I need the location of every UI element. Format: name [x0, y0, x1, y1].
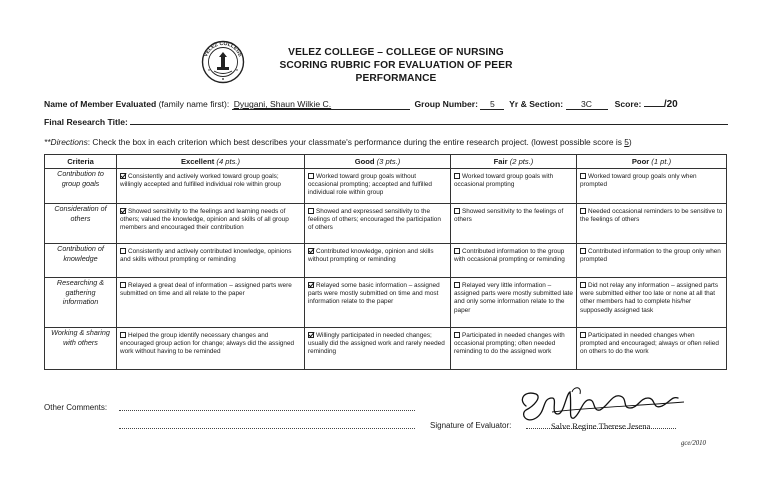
yr-section-value: 3C — [581, 99, 592, 109]
cell-description: Did not relay any information – assigned parts were submitted either too late or none at all that other members had to complete his/her supposedly assigned task — [580, 282, 719, 314]
checked-checkbox[interactable] — [308, 248, 314, 254]
checkbox[interactable] — [580, 332, 586, 338]
score-field[interactable] — [644, 106, 664, 107]
rubric-cell-good — [305, 328, 451, 370]
velez-college-seal-icon — [201, 40, 245, 84]
checkbox[interactable] — [120, 332, 126, 338]
rubric-row — [45, 169, 727, 204]
other-comments-label: Other Comments: — [44, 403, 108, 412]
signature-label: Signature of Evaluator: — [430, 421, 512, 430]
cell-description: Willingly participated in needed changes; usually did the assigned work and rarely needed reminding — [308, 332, 445, 356]
group-label: Group Number: — [414, 99, 478, 109]
research-title-line — [44, 117, 728, 127]
cell-description: Showed sensitivity to the feelings and learning needs of others; valued the knowledge, opinion and skills of all group members and encouraged their contribution — [120, 208, 289, 232]
rubric-cell-fair — [451, 169, 577, 204]
rubric-cell-good — [305, 278, 451, 328]
title-line-2: SCORING RUBRIC FOR EVALUATION OF PEER PERFORMANCE — [279, 60, 513, 84]
checked-checkbox[interactable] — [120, 173, 126, 179]
checkbox[interactable] — [580, 208, 586, 214]
cell-description: Contributed information to the group only when prompted — [580, 248, 721, 264]
research-title-label: Final Research Title: — [44, 117, 128, 127]
criterion-label: Consideration of others — [45, 204, 117, 244]
header-criteria: Criteria — [45, 155, 117, 169]
checkbox[interactable] — [454, 282, 460, 288]
rubric-cell-fair — [451, 278, 577, 328]
cell-description: Consistently and actively worked toward group goals; willingly accepted and fulfilled individual role within group — [120, 173, 281, 189]
seal-text: VELEZ COLLEGE — [202, 40, 244, 58]
cell-description: Participated in needed changes with occasional prompting; often needed reminding to do the assigned work — [454, 332, 565, 356]
cell-description: Worked toward group goals only when prompted — [580, 173, 697, 189]
rubric-row — [45, 278, 727, 328]
rubric-row — [45, 204, 727, 244]
rubric-cell-poor — [577, 278, 727, 328]
criterion-label: Working & sharing with others — [45, 328, 117, 370]
rubric-row — [45, 328, 727, 370]
research-title-field[interactable] — [130, 124, 728, 125]
rubric-cell-fair — [451, 244, 577, 278]
rubric-cell-excellent — [117, 204, 305, 244]
checked-checkbox[interactable] — [120, 208, 126, 214]
checked-checkbox[interactable] — [308, 332, 314, 338]
cell-description: Helped the group identify necessary changes and encouraged group action for change; always did the assigned work without having to be reminded — [120, 332, 295, 356]
checkbox[interactable] — [120, 282, 126, 288]
group-number-field[interactable] — [480, 99, 504, 110]
checkbox[interactable] — [454, 332, 460, 338]
checked-checkbox[interactable] — [308, 282, 314, 288]
cell-description: Contributed information to the group with occasional prompting or reminding — [454, 248, 565, 264]
cell-description: Relayed very little information – assigned parts were mostly submitted late and only some information relate to the paper — [454, 282, 573, 314]
checkbox[interactable] — [454, 208, 460, 214]
checkbox[interactable] — [308, 173, 314, 179]
rubric-header-row — [45, 155, 727, 169]
rubric-cell-good — [305, 244, 451, 278]
cell-description: Showed sensitivity to the feelings of others — [454, 208, 564, 224]
rubric-cell-excellent — [117, 278, 305, 328]
group-number-value: 5 — [489, 99, 495, 109]
rubric-row — [45, 244, 727, 278]
cell-description: Relayed some basic information – assigned parts were mostly submitted on time and most information relate to the paper — [308, 282, 440, 306]
rubric-cell-excellent — [117, 244, 305, 278]
header-excellent: Excellent (4 pts.) — [117, 155, 305, 169]
member-info-line — [44, 99, 678, 110]
form-title — [246, 46, 546, 85]
checkbox[interactable] — [580, 248, 586, 254]
form-code: gce/2010 — [681, 440, 706, 447]
yr-section-label: Yr & Section: — [509, 99, 564, 109]
checkbox[interactable] — [308, 208, 314, 214]
cell-description: Worked toward group goals without occasional prompting; accepted and fulfilled individual role within group — [308, 173, 432, 197]
header-poor: Poor (1 pt.) — [577, 155, 727, 169]
yr-section-field[interactable] — [566, 99, 608, 110]
directions-body: : Check the box in each criterion which best describes your classmate's performance during the entire research project. (lowest possible score is — [87, 137, 625, 147]
directions-text — [44, 137, 632, 147]
rubric-cell-poor — [577, 204, 727, 244]
cell-description: Contributed knowledge, opinion and skills without prompting or reminding — [308, 248, 434, 264]
member-name-field[interactable] — [232, 99, 410, 110]
cell-description: Worked toward group goals with occasional prompting — [454, 173, 554, 189]
rubric-table — [44, 154, 727, 370]
rubric-cell-fair — [451, 328, 577, 370]
directions-min-score: 5 — [624, 137, 629, 147]
cell-description: Needed occasional reminders to be sensitive to the feelings of others — [580, 208, 723, 224]
checkbox[interactable] — [580, 282, 586, 288]
checkbox[interactable] — [580, 173, 586, 179]
score-label: Score: — [614, 99, 642, 109]
criterion-label: Researching & gathering information — [45, 278, 117, 328]
rubric-cell-good — [305, 204, 451, 244]
checkbox[interactable] — [454, 248, 460, 254]
criterion-label: Contribution of knowledge — [45, 244, 117, 278]
title-line-1: VELEZ COLLEGE – COLLEGE OF NURSING — [288, 47, 504, 58]
directions-prefix: **Directions — [44, 137, 88, 147]
cell-description: Relayed a great deal of information – assigned parts were submitted on time and all relate to the paper — [120, 282, 292, 298]
cell-description: Showed and expressed sensitivity to the feelings of others; encouraged the participation of others — [308, 208, 441, 232]
rubric-cell-good — [305, 169, 451, 204]
rubric-cell-fair — [451, 204, 577, 244]
rubric-cell-excellent — [117, 169, 305, 204]
member-hint: (family name first): — [158, 99, 230, 109]
directions-suffix: ) — [628, 137, 632, 147]
rubric-cell-poor — [577, 169, 727, 204]
checkbox[interactable] — [120, 248, 126, 254]
member-label: Name of Member Evaluated — [44, 99, 157, 109]
score-max: /20 — [663, 99, 678, 110]
comments-line-2[interactable] — [119, 428, 415, 429]
rubric-cell-poor — [577, 328, 727, 370]
criterion-label: Contribution to group goals — [45, 169, 117, 204]
cell-description: Participated in needed changes when prompted and encouraged; always or often relied on others to do the work — [580, 332, 719, 356]
rubric-cell-poor — [577, 244, 727, 278]
checkbox[interactable] — [454, 173, 460, 179]
comments-line-1[interactable] — [119, 410, 415, 411]
member-name-value: Dyugani, Shaun Wilkie C. — [233, 99, 332, 109]
evaluator-name: Salve Regine Therese Jesena — [551, 421, 651, 431]
header-fair: Fair (2 pts.) — [451, 155, 577, 169]
cell-description: Consistently and actively contributed knowledge, opinions and skills without prompting or reminding — [120, 248, 292, 264]
header-good: Good (3 pts.) — [305, 155, 451, 169]
rubric-cell-excellent — [117, 328, 305, 370]
